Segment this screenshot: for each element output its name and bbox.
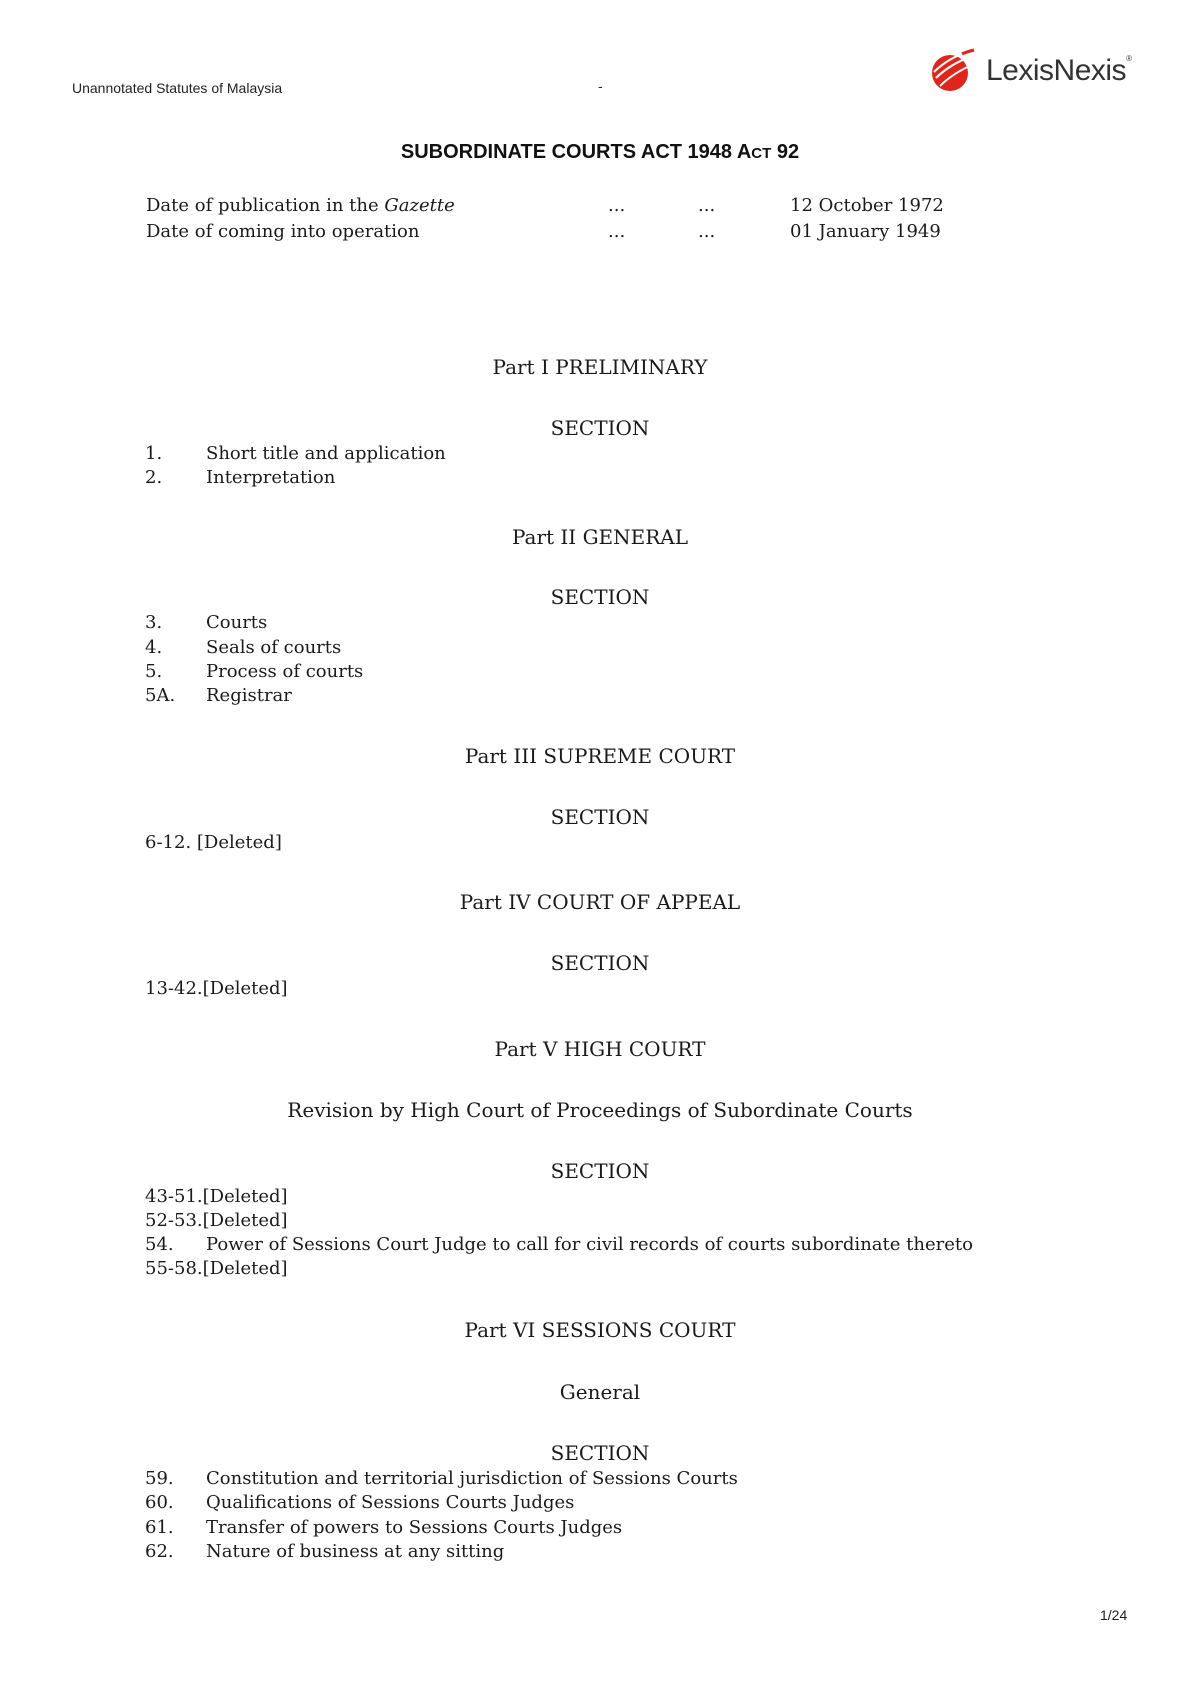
subheading: General — [559, 1380, 641, 1404]
part-heading: Part III SUPREME COURT — [464, 744, 736, 768]
list-item[interactable]: 43-51.[Deleted] — [145, 1186, 288, 1207]
subheading: Revision by High Court of Proceedings of Subordinate Courts — [287, 1098, 913, 1122]
part-heading: Part IV COURT OF APPEAL — [459, 890, 741, 914]
part-heading: Part V HIGH COURT — [494, 1037, 706, 1061]
lexisnexis-mark-icon — [926, 48, 976, 94]
list-item[interactable]: 6-12. [Deleted] — [145, 832, 282, 853]
section-label: SECTION — [550, 416, 650, 440]
part-heading: Part I PRELIMINARY — [492, 355, 708, 379]
header-source: Unannotated Statutes of Malaysia — [72, 80, 283, 96]
section-label: SECTION — [550, 1159, 650, 1183]
section-label: SECTION — [550, 585, 650, 609]
section-label: SECTION — [550, 805, 650, 829]
lexisnexis-logo[interactable] — [926, 48, 1131, 94]
part-heading: Part VI SESSIONS COURT — [464, 1318, 736, 1342]
section-label: SECTION — [550, 951, 650, 975]
page-number: 1/24 — [1100, 1607, 1128, 1623]
part-heading: Part II GENERAL — [511, 525, 689, 549]
list-item[interactable]: 55-58.[Deleted] — [145, 1258, 288, 1279]
logo-wordmark: LexisNexis® — [986, 54, 1132, 87]
header-dash: - — [598, 78, 603, 94]
list-item[interactable]: 13-42.[Deleted] — [145, 978, 288, 999]
document-title: SUBORDINATE COURTS ACT 1948 ACT 92 — [400, 141, 800, 163]
section-label: SECTION — [550, 1441, 650, 1465]
list-item[interactable]: 52-53.[Deleted] — [145, 1210, 288, 1231]
